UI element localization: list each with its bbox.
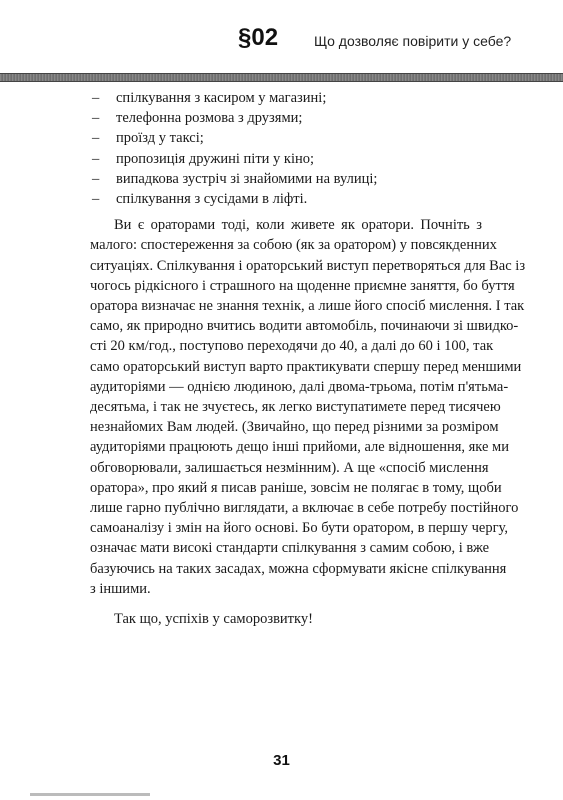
list-item <box>90 189 482 209</box>
paragraph-line: само, як природно вчитись водити автомобіль, починаючи зі швидко- <box>90 318 519 335</box>
paragraph-line: сті 20 км/год., поступово переходячи до 40, а далі до 60 і 100, так <box>90 338 494 355</box>
dash-marker: – <box>92 150 100 167</box>
list-item-text: випадкова зустріч зі знайомими на вулиці; <box>116 170 378 187</box>
list-item <box>90 88 482 108</box>
dash-marker: – <box>92 191 100 208</box>
section-title: Що дозволяє повірити у себе? <box>314 33 512 49</box>
dash-marker: – <box>92 170 100 187</box>
paragraph-line: ситуаціях. Спілкування і ораторський виступ перетворяться для Вас із <box>90 257 526 274</box>
list-item-text: проїзд у таксі; <box>116 130 204 147</box>
list-item-text: спілкування з касиром у магазині; <box>116 90 327 106</box>
list-item <box>90 149 482 169</box>
paragraph-line: означає мати високі стандарти спілкування з самим собою, і вже <box>90 540 490 557</box>
closing-line: Так що, успіхів у саморозвитку! <box>114 611 313 628</box>
paragraph-line: незнайомих Вам людей. (Звичайно, що перед різними за розміром <box>90 419 499 436</box>
paragraph-line: лише гарно публічно виглядати, а включає в себе потребу постійного <box>90 500 519 517</box>
list-item <box>90 108 482 128</box>
paragraph-line: десятьма, і так не зчуєтесь, як легко виступатимете перед тисячею <box>90 399 501 416</box>
dash-marker: – <box>92 90 100 106</box>
paragraph-line: само ораторський виступ варто практикувати спершу перед меншими <box>90 358 522 375</box>
list-item-text: пропозиція дружині піти у кіно; <box>116 150 315 167</box>
paragraph-line: Ви є ораторами тоді, коли живете як оратори. Почніть з <box>114 217 482 234</box>
dash-marker: – <box>92 110 100 127</box>
paragraph-line: аудиторіями — однією людиною, далі двома-трьома, потім п'ятьма- <box>90 378 509 395</box>
page-number: 31 <box>273 752 290 769</box>
section-number: §02 <box>238 24 279 51</box>
page-body <box>90 88 526 629</box>
paragraph-line: аудиторіями працюють дещо інші прийоми, але відношення, яке ми <box>90 439 509 456</box>
footer-mark <box>30 793 150 796</box>
paragraph-line: обговорювали, залишається незмінним). А ще «спосіб мислення <box>90 459 489 476</box>
paragraph-line: малого: спостереження за собою (як за оратором) у повсякденних <box>90 237 497 254</box>
paragraph-line: чогось рідкісного і страшного на щоденне приємне заняття, бо буття <box>90 277 515 294</box>
paragraph-line: оратора», про який я писав раніше, зовсім не полягає в тому, щоби <box>90 479 502 496</box>
paragraph-line: базуючись на таких засадах, можна сформувати якісне спілкування <box>90 560 507 577</box>
page-header <box>0 22 563 62</box>
list-item-text: спілкування з сусідами в ліфті. <box>116 191 308 208</box>
paragraph-line: з іншими. <box>90 580 151 597</box>
list-item <box>90 128 482 148</box>
dash-marker: – <box>92 130 100 147</box>
list-item-text: телефонна розмова з друзями; <box>116 110 303 127</box>
header-rule <box>0 73 563 82</box>
bullet-list <box>90 88 482 209</box>
paragraph-line: самоаналізу і змін на його основі. Бо бути оратором, в першу чергу, <box>90 520 508 537</box>
body-paragraph <box>90 215 526 599</box>
paragraph-line: оратора визначає не знання технік, а лише його спосіб мислення. І так <box>90 298 525 315</box>
list-item <box>90 169 482 189</box>
